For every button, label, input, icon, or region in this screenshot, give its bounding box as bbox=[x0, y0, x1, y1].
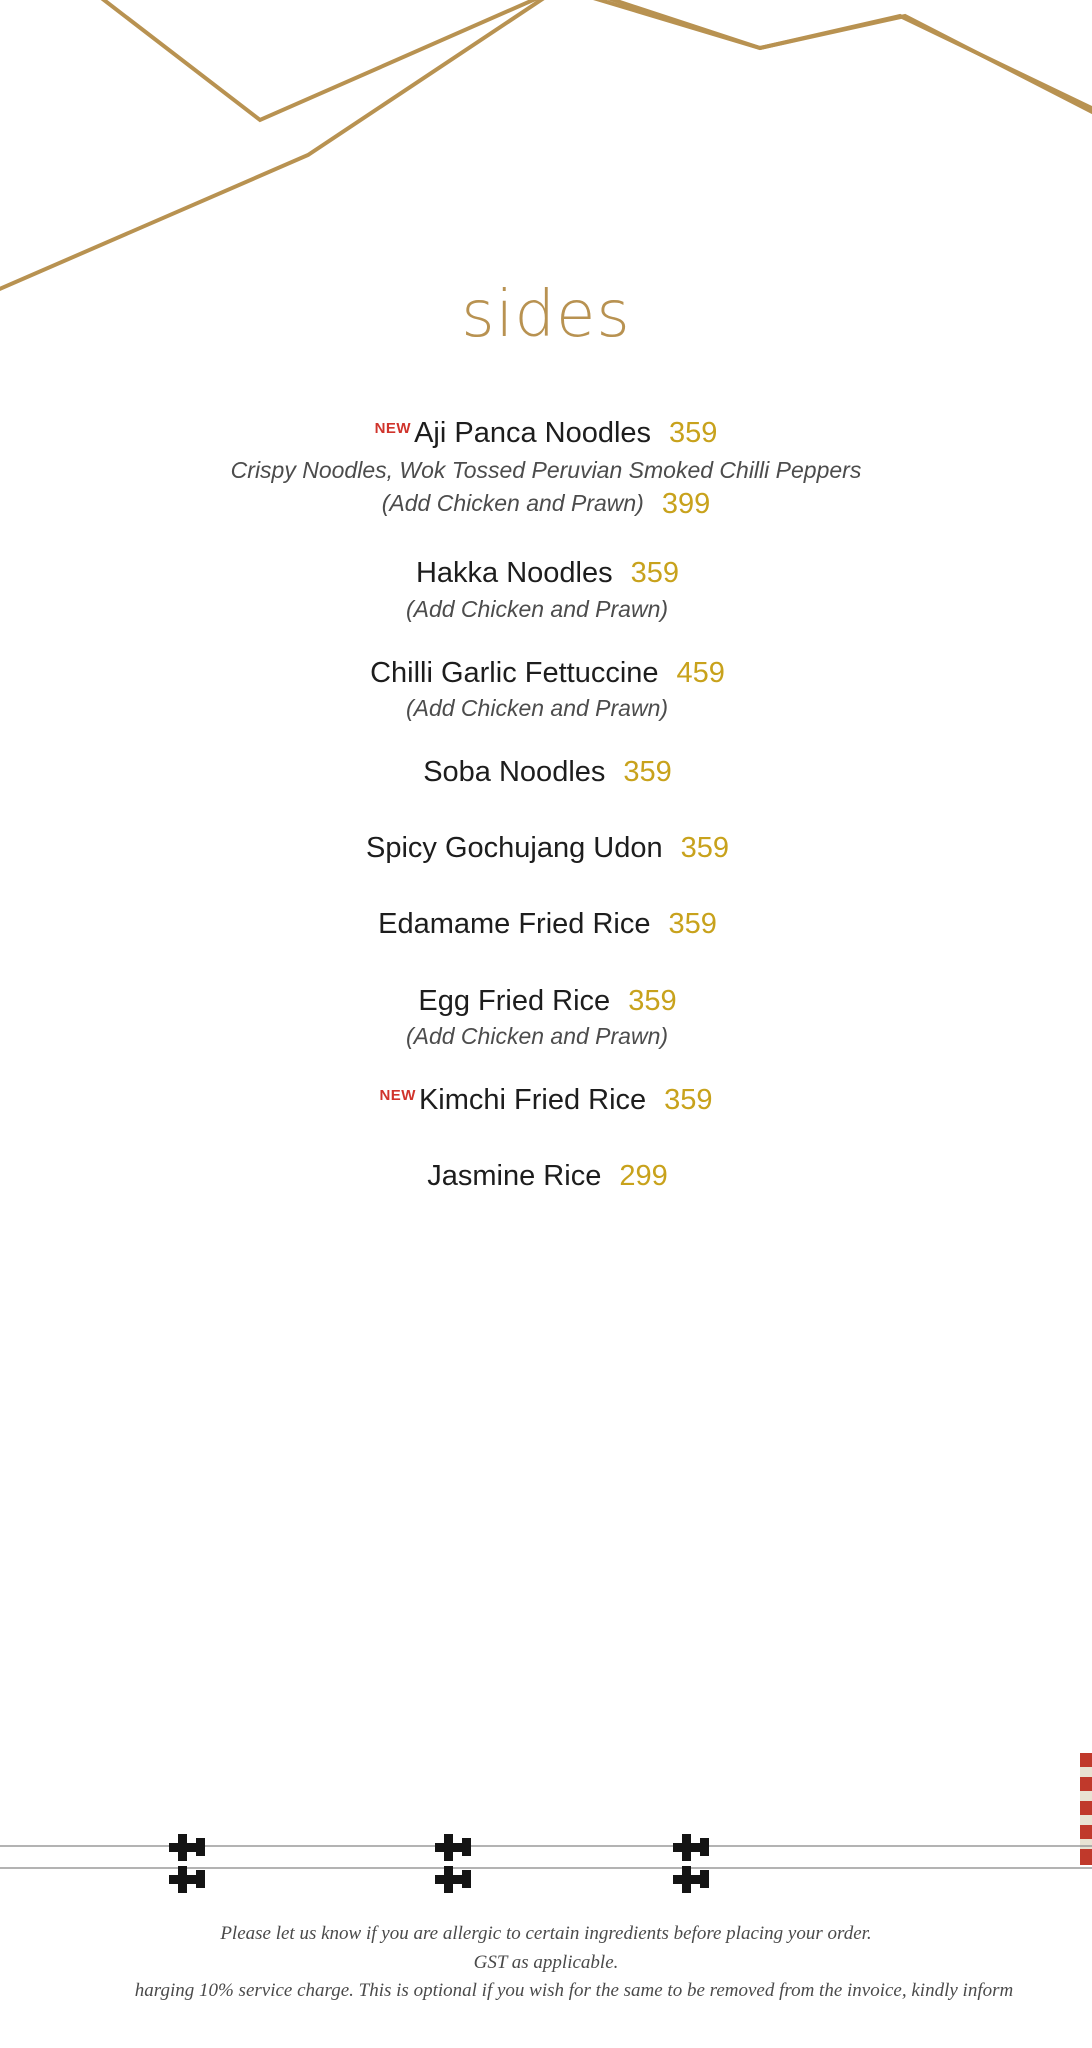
item-price: 359 bbox=[630, 557, 680, 590]
list-item bbox=[0, 830, 1092, 866]
menu-item-heading bbox=[0, 754, 1092, 790]
bottom-ornament bbox=[0, 1820, 1092, 1910]
item-name: Egg Fried Rice bbox=[418, 984, 611, 1017]
menu-item-heading bbox=[0, 655, 1092, 691]
list-item bbox=[0, 655, 1092, 726]
menu-item-heading bbox=[0, 1082, 1092, 1118]
new-badge: NEW bbox=[374, 420, 412, 437]
item-name: Aji Panca Noodles bbox=[414, 417, 652, 449]
list-item bbox=[0, 754, 1092, 790]
item-name: Jasmine Rice bbox=[427, 1160, 602, 1193]
footer-line-service-charge: harging 10% service charge. This is optional if you wish for the same to be removed from the invoice, kindly inform bbox=[134, 1980, 1014, 2001]
item-addon-label: (Add Chicken and Prawn) bbox=[405, 595, 669, 622]
edge-color-strip bbox=[1080, 1753, 1092, 1865]
item-description: Crispy Noodles, Wok Tossed Peruvian Smoked Chilli Peppers bbox=[230, 457, 862, 484]
menu-item-heading bbox=[0, 1158, 1092, 1194]
menu-item-heading bbox=[0, 415, 1092, 451]
item-name: Hakka Noodles bbox=[415, 557, 613, 590]
item-addon-price: 399 bbox=[661, 488, 711, 521]
list-item bbox=[0, 1158, 1092, 1194]
item-addon-label: (Add Chicken and Prawn) bbox=[405, 1022, 669, 1049]
item-addon-label: (Add Chicken and Prawn) bbox=[405, 694, 669, 721]
menu-item-heading bbox=[0, 906, 1092, 942]
item-addon bbox=[0, 693, 1092, 726]
top-decorative-border bbox=[0, 0, 1092, 300]
item-price: 359 bbox=[628, 984, 677, 1017]
item-addon bbox=[0, 1021, 1092, 1054]
item-name: Chilli Garlic Fettuccine bbox=[370, 656, 659, 689]
item-addon bbox=[0, 594, 1092, 627]
menu-item-heading bbox=[0, 830, 1092, 866]
list-item bbox=[0, 1082, 1092, 1118]
list-item bbox=[0, 983, 1092, 1054]
footer-line-allergy: Please let us know if you are allergic to certain ingredients before placing your order. bbox=[220, 1923, 872, 1944]
item-price: 359 bbox=[668, 908, 717, 941]
list-item bbox=[0, 906, 1092, 942]
footer-line-gst: GST as applicable. bbox=[473, 1951, 619, 1973]
item-name: Soba Noodles bbox=[423, 755, 606, 788]
menu-item-heading bbox=[0, 983, 1092, 1019]
page-title: sides bbox=[461, 278, 631, 352]
item-name: Kimchi Fried Rice bbox=[418, 1083, 647, 1116]
item-addon bbox=[0, 488, 1092, 521]
item-name: Edamame Fried Rice bbox=[378, 908, 651, 941]
item-price: 359 bbox=[680, 832, 730, 865]
item-price: 359 bbox=[669, 417, 718, 449]
item-price: 359 bbox=[664, 1083, 713, 1116]
new-badge: NEW bbox=[379, 1086, 416, 1104]
list-item bbox=[0, 555, 1092, 626]
item-addon-label: (Add Chicken and Prawn) bbox=[381, 490, 644, 517]
item-price: 359 bbox=[623, 755, 672, 788]
footer-note bbox=[0, 1920, 1092, 2006]
menu-list bbox=[0, 415, 1092, 1216]
list-item bbox=[0, 415, 1092, 521]
item-price: 299 bbox=[619, 1160, 668, 1193]
item-price: 459 bbox=[676, 656, 725, 689]
item-name: Spicy Gochujang Udon bbox=[365, 832, 663, 865]
menu-item-heading bbox=[0, 555, 1092, 591]
